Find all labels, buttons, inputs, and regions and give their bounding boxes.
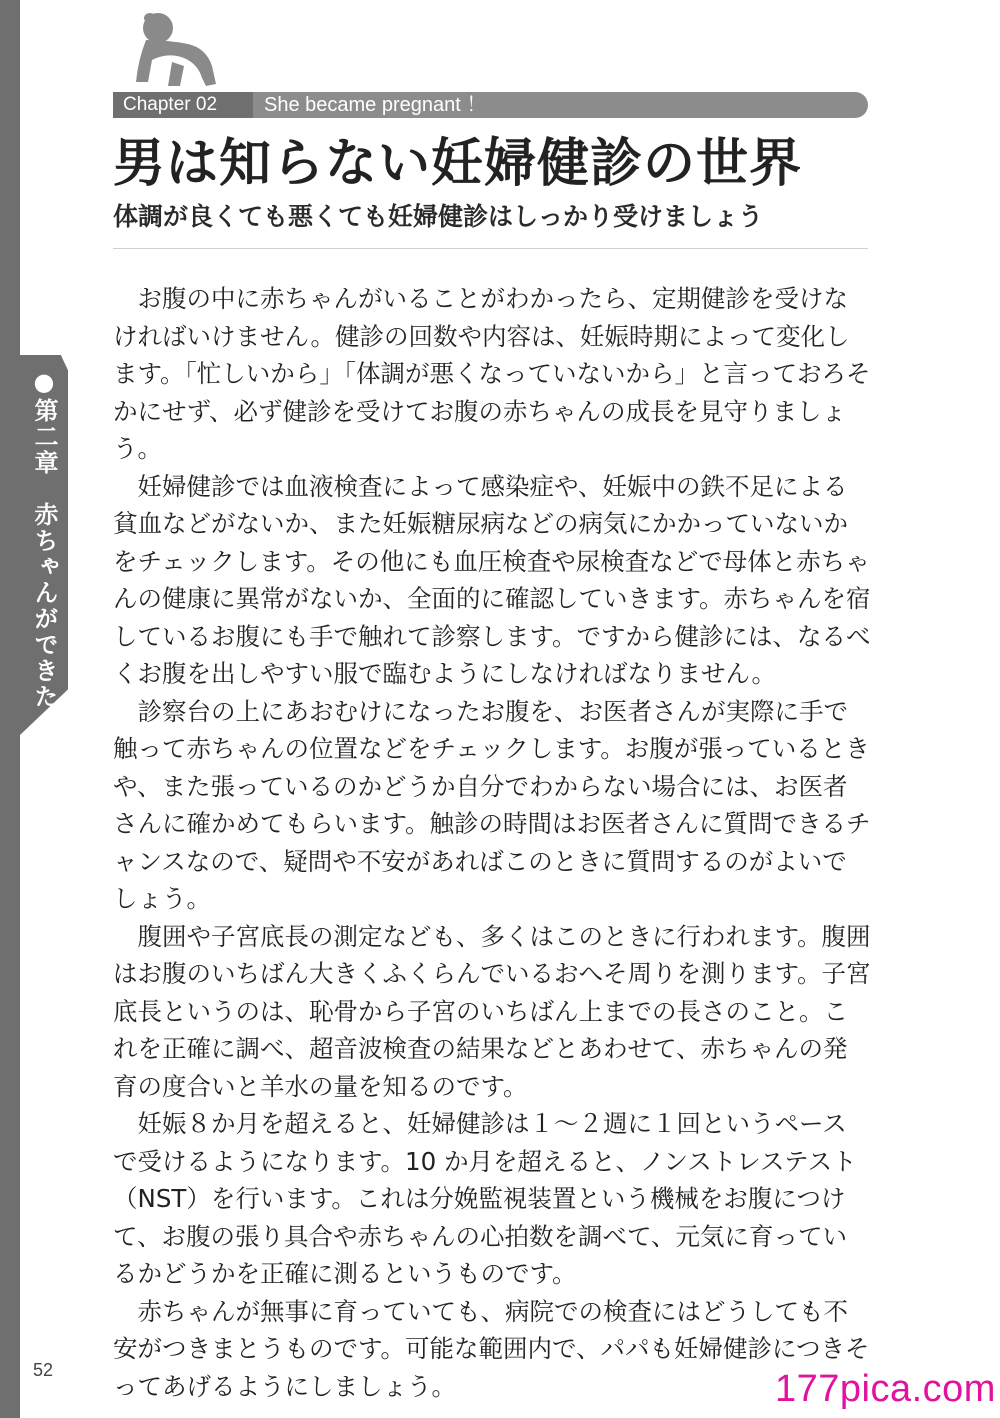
chapter-title: She became pregnant ！ <box>264 94 487 116</box>
watermark: 177pica.com <box>775 1368 996 1410</box>
page-subtitle: 体調が良くても悪くても妊婦健診はしっかり受けましょう <box>113 202 764 231</box>
side-band <box>0 0 20 1418</box>
page-number: 52 <box>33 1360 54 1380</box>
chapter-side-tab-label: ●第二章 赤ちゃんができた！ <box>30 368 58 736</box>
title-divider <box>113 248 868 249</box>
paragraph: 赤ちゃんが無事に育っていても、病院での検査にはどうしても不安がつきまとうものです。可能な範囲内で、パパも妊婦健診につきそってあげるようにしましょう。 <box>113 1296 870 1401</box>
body-text <box>113 280 871 1405</box>
paragraph: お腹の中に赤ちゃんがいることがわかったら、定期健診を受けなければいけません。健診の回数や内容は、妊娠時期によって変化します。「忙しいから」「体調が悪くなっていないから」と言っておろそかにせず、必ず健診を受けてお腹の赤ちゃんの成長を見守りましょう。 <box>113 284 871 463</box>
paragraph: 妊娠８か月を超えると、妊婦健診は１～２週に１回というペースで受けるようになります。10 か月を超えると、ノンストレステスト（NST）を行います。これは分娩監視装置という機械をお腹につけて、お腹の張り具合や赤ちゃんの心拍数を調べて、元気に育っているかどうかを正確に測るというものです。 <box>113 1109 857 1288</box>
chapter-label: Chapter 02 <box>113 92 253 118</box>
page-title: 男は知らない妊婦健診の世界 <box>113 134 803 194</box>
paragraph: 腹囲や子宮底長の測定なども、多くはこのときに行われます。腹囲はお腹のいちばん大きくふくらんでいるおへそ周りを測ります。子宮底長というのは、恥骨から子宮のいちばん上までの長さのこと。これを正確に調べ、超音波検査の結果などとあわせて、赤ちゃんの発育の度合いと羊水の量を知るのです。 <box>113 921 871 1101</box>
paragraph: 診察台の上にあおむけになったお腹を、お医者さんが実際に手で触って赤ちゃんの位置などをチェックします。お腹が張っているときや、また張っているのかどうか自分でわからない場合には、お医者さんに確かめてもらいます。触診の時間はお医者さんに質問できるチャンスなので、疑問や不安があればこのときに質問するのがよいでしょう。 <box>113 696 871 913</box>
paragraph: 妊婦健診では血液検査によって感染症や、妊娠中の鉄不足による貧血などがないか、また妊娠糖尿病などの病気にかかっていないかをチェックします。その他にも血圧検査や尿検査などで母体と赤ちゃんの健康に異常がないか、全面的に確認していきます。赤ちゃんを宿しているお腹にも手で触れて診察します。ですから健診には、なるべくお腹を出しやすい服で臨むようにしなければなりません。 <box>113 471 871 688</box>
baby-silhouette-icon <box>128 10 218 90</box>
